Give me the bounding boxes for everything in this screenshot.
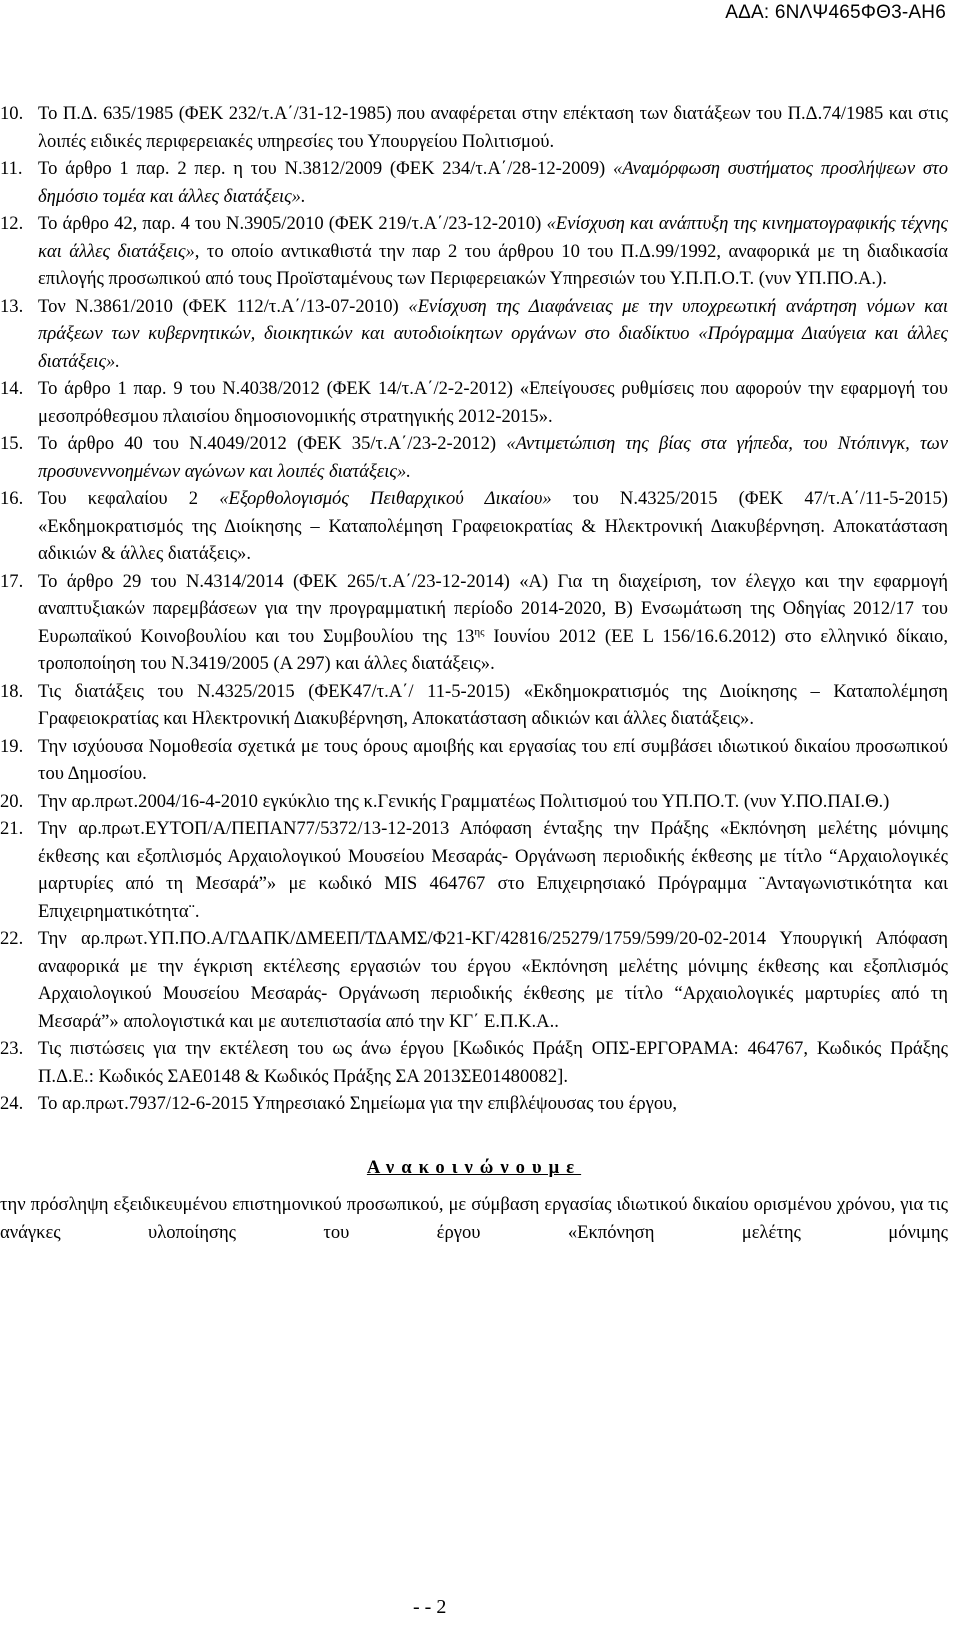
item-number: 21.	[0, 818, 24, 839]
item-text	[38, 155, 948, 210]
item-text	[38, 788, 948, 816]
text-run: «Ενίσχυση και ανάπτυξη της κινηματογραφικής τέχνης και άλλες διατάξεις»	[38, 213, 948, 262]
list-item	[0, 568, 948, 678]
item-number: 12.	[0, 213, 24, 234]
text-run: Τις πιστώσεις για την εκτέλεση του ως άνω έργου [Κωδικός Πράξη ΟΠΣ-ΕΡΓΟΡΑΜΑ: 464767, Κωδικός Πράξης Π.Δ.Ε.: Κωδικός ΣΑΕ0148 & Κωδικός Πράξης ΣΑ 2013ΣΕ01480082].	[38, 1038, 948, 1087]
item-number: 19.	[0, 735, 24, 757]
item-text	[38, 210, 948, 293]
list-item	[0, 375, 948, 430]
text-run: Την αρ.πρωτ.ΕΥΤΟΠ/Α/ΠΕΠΑΝ77/5372/13-12-2013 Απόφαση ένταξης την Πράξης «Εκπόνηση μελέτης μόνιμης έκθεσης και εξοπλισμός Αρχαιολογικού Μουσείου Μεσαράς- Οργάνωση περιοδικής έκθεσης με τίτλο “Αρχαιολογικές μαρτυρίες από τη Μεσαρά”» με κωδικό MIS 464767 στο Επιχειρησιακό Πρόγραμμα ¨Ανταγωνιστικότητα και Επιχειρηματικότητα¨.	[38, 818, 948, 922]
page-number: - - 2	[413, 1596, 447, 1618]
announcement-paragraph: την πρόσληψη εξειδικευμένου επιστημονικού προσωπικού, με σύμβαση εργασίας ιδιωτικού δικαίου ορισμένου χρόνου, για τις ανάγκες υλοποίησης του έργου «Εκπόνηση μελέτης μόνιμης	[0, 1194, 948, 1243]
item-text	[38, 733, 948, 788]
list-item	[0, 925, 948, 1035]
text-run: Το άρθρο 1 παρ. 2 περ. η του Ν.3812/2009 (ΦΕΚ 234/τ.Α΄/28-12-2009)	[38, 158, 613, 179]
item-text	[38, 568, 948, 678]
list-item	[0, 733, 948, 788]
item-number: 15.	[0, 433, 24, 454]
item-number: 10.	[0, 103, 24, 124]
text-run: του Ν.4325/2015 (ΦΕΚ 47/τ.Α΄/11-5-2015) «Εκδημοκρατισμός της Διοίκησης – Καταπολέμηση Γραφειοκρατίας & Ηλεκτρονική Διακυβέρνηση. Αποκατάσταση αδικιών & άλλες διατάξεις».	[38, 488, 948, 564]
text-run: Τον Ν.3861/2010 (ΦΕΚ 112/τ.Α΄/13-07-2010)	[38, 295, 409, 317]
item-text	[38, 485, 948, 568]
announcement-heading: Ανακοινώνουμε	[366, 1156, 582, 1178]
text-run: Το Π.Δ. 635/1985 (ΦΕΚ 232/τ.Α΄/31-12-1985) που αναφέρεται στην επέκταση των διατάξεων του Π.Δ.74/1985 και στις λοιπές ειδικές περιφερειακές υπηρεσίες του Υπουργείου Πολιτισμού.	[38, 103, 948, 152]
list-item	[0, 293, 948, 376]
text-run: Ιουνίου 2012 (ΕΕ L 156/16.6.2012) στο ελληνικό δίκαιο, τροποποίηση του Ν.3419/2005 (Α 297) και άλλες διατάξεις».	[38, 625, 948, 674]
document-body	[0, 100, 948, 1246]
text-run: Το άρθρο 42, παρ. 4 του Ν.3905/2010 (ΦΕΚ 219/τ.Α΄/23-12-2010)	[38, 213, 547, 234]
item-number: 14.	[0, 378, 24, 399]
item-number: 13.	[0, 295, 24, 317]
text-run: Το αρ.πρωτ.7937/12-6-2015 Υπηρεσιακό Σημείωμα για την επιβλέψουσας του έργου,	[38, 1093, 678, 1114]
considerations-list	[0, 100, 948, 1118]
item-text	[38, 375, 948, 430]
list-item	[0, 788, 948, 816]
text-run: Το άρθρο 40 του Ν.4049/2012 (ΦΕΚ 35/τ.Α΄/23-2-2012)	[38, 433, 507, 454]
item-text	[38, 815, 948, 925]
list-item	[0, 485, 948, 568]
ada-code: ΑΔΑ: 6ΝΛΨ465ΦΘ3-ΑΗ6	[725, 2, 946, 23]
item-number: 11.	[0, 158, 23, 179]
item-number: 20.	[0, 790, 24, 812]
text-run: Την ισχύουσα Νομοθεσία σχετικά με τους όρους αμοιβής και εργασίας του επί συμβάσει ιδιωτικού δικαίου προσωπικού του Δημοσίου.	[38, 735, 948, 784]
text-run: «Αναμόρφωση συστήματος προσλήψεων στο δημόσιο τομέα και άλλες διατάξεις».	[38, 158, 948, 207]
item-text	[38, 1090, 948, 1118]
superscript: ης	[474, 625, 485, 638]
list-item	[0, 815, 948, 925]
item-text	[38, 1035, 948, 1090]
list-item	[0, 430, 948, 485]
item-number: 17.	[0, 570, 24, 592]
text-run: Την αρ.πρωτ.2004/16-4-2010 εγκύκλιο της κ.Γενικής Γραμματέως Πολιτισμού του ΥΠ.ΠΟ.Τ. (νυν Υ.ΠΟ.ΠΑΙ.Θ.)	[38, 790, 890, 812]
item-number: 22.	[0, 928, 24, 949]
item-number: 24.	[0, 1093, 24, 1114]
item-text	[38, 293, 948, 376]
text-run: Του κεφαλαίου 2	[38, 488, 220, 509]
list-item	[0, 155, 948, 210]
item-text	[38, 430, 948, 485]
text-run: «Ενίσχυση της Διαφάνειας με την υποχρεωτική ανάρτηση νόμων και πράξεων των κυβερνητικών, διοικητικών και αυτοδιοίκητων οργάνων στο διαδίκτυο «Πρόγραμμα Διαύγεια και άλλες διατάξεις».	[38, 295, 948, 372]
text-run: «Αντιμετώπιση της βίας στα γήπεδα, του Ντόπινγκ, των προσυνεννοημένων αγώνων και λοιπές διατάξεις».	[38, 433, 948, 482]
list-item	[0, 678, 948, 733]
text-run: Τις διατάξεις του Ν.4325/2015 (ΦΕΚ47/τ.Α΄/ 11-5-2015) «Εκδημοκρατισμός της Διοίκησης – Καταπολέμηση Γραφειοκρατίας και Ηλεκτρονική Διακυβέρνηση, Αποκατάσταση αδικιών και άλλες διατάξεις».	[38, 680, 948, 729]
list-item	[0, 1090, 948, 1118]
item-text	[38, 100, 948, 155]
text-run: Το άρθρο 29 του Ν.4314/2014 (ΦΕΚ 265/τ.Α΄/23-12-2014) «Α) Για τη διαχείριση, τον έλεγχο και την εφαρμογή αναπτυξιακών παρεμβάσεων για την προγραμματική περίοδο 2014-2020, Β) Ενσωμάτωση της Οδηγίας 2012/17 του Ευρωπαϊκού Κοινοβουλίου και του Συμβουλίου της 13	[38, 570, 948, 647]
text-run: Την αρ.πρωτ.ΥΠ.ΠΟ.Α/ΓΔΑΠΚ/ΔΜΕΕΠ/ΤΔΑΜΣ/Φ21-ΚΓ/42816/25279/1759/599/20-02-2014 Υπουργική Απόφαση αναφορικά με την έγκριση εκτέλεσης εργασιών του έργου «Εκπόνηση μελέτης μόνιμης έκθεσης και εξοπλισμός Αρχαιολογικού Μουσείου Μεσαράς- Οργάνωση περιοδικής έκθεσης με τίτλο “Αρχαιολογικές μαρτυρίες από τη Μεσαρά”» απολογιστικά και με αυτεπιστασία από την ΚΓ΄ Ε.Π.Κ.Α..	[38, 928, 948, 1032]
list-item	[0, 100, 948, 155]
text-run: «Εξορθολογισμός Πειθαρχικού Δικαίου»	[219, 488, 552, 509]
item-text	[38, 925, 948, 1035]
item-text	[38, 678, 948, 733]
item-number: 23.	[0, 1038, 24, 1059]
list-item	[0, 210, 948, 293]
item-number: 18.	[0, 680, 24, 702]
list-item	[0, 1035, 948, 1090]
text-run: Το άρθρο 1 παρ. 9 του Ν.4038/2012 (ΦΕΚ 14/τ.Α΄/2-2-2012) «Επείγουσες ρυθμίσεις που αφορούν την εφαρμογή του μεσοπρόθεσμου πλαισίου δημοσιονομικής στρατηγικής 2012-2015».	[38, 378, 948, 427]
item-number: 16.	[0, 488, 24, 509]
text-run: , το οποίο αντικαθιστά την παρ 2 του άρθρου 10 του Π.Δ.99/1992, αναφορικά με τη διαδικασία επιλογής προσωπικού από τους Προϊσταμένους των Περιφερειακών Υπηρεσιών του Υ.Π.Π.Ο.Τ. (νυν ΥΠ.ΠΟ.Α.).	[38, 240, 948, 289]
